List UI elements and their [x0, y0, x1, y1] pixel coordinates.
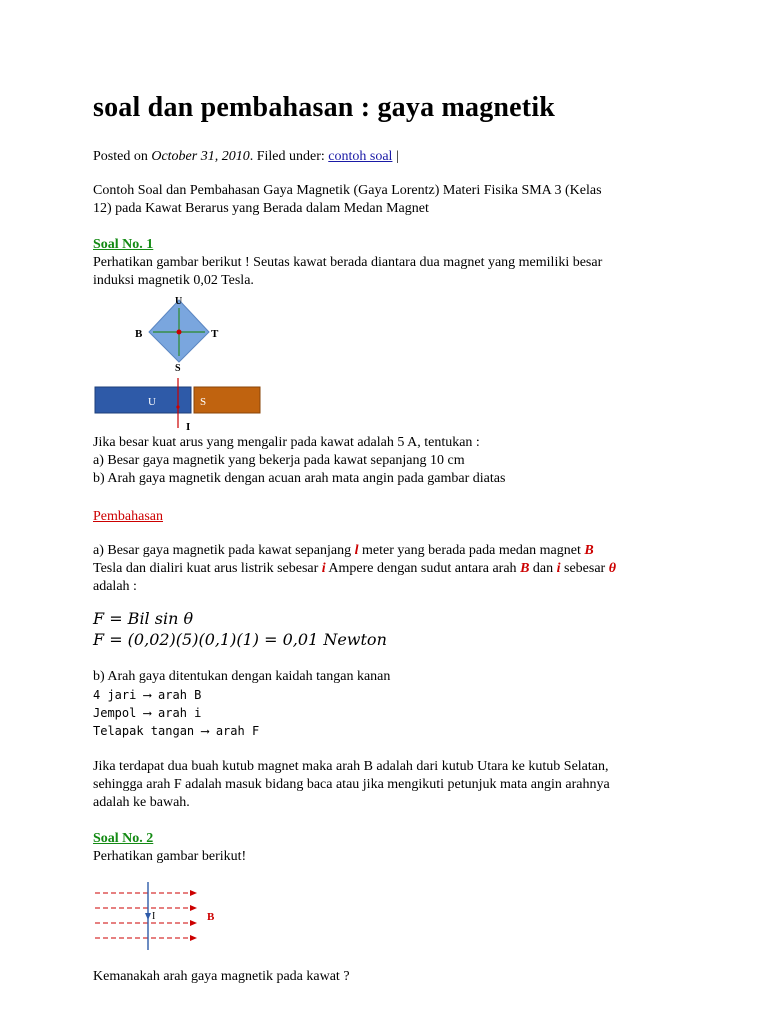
posted-on-label: Posted on: [93, 149, 148, 164]
symbol-l: l: [354, 543, 359, 558]
compass-east-label: T: [211, 328, 219, 340]
conclusion-line-2: sehingga arah F adalah masuk bidang baca atau jika mengikuti petunjuk mata angin arahnya: [93, 777, 610, 792]
field-arrow-1: [190, 890, 197, 896]
current-label: I: [186, 421, 191, 432]
wire-dot: [176, 405, 179, 408]
field-arrowheads: [190, 890, 197, 941]
pembahasan-a-line-2: [93, 560, 616, 578]
soal-2-heading: Soal No. 2: [93, 831, 154, 846]
conclusion-line-1: Jika terdapat dua buah kutub magnet maka arah B adalah dari kutub Utara ke kutub Selatan,: [93, 759, 609, 774]
soal-1-text-2: induksi magnetik 0,02 Tesla.: [93, 273, 254, 288]
pembahasan-b-line: b) Arah gaya ditentukan dengan kaidah tangan kanan: [93, 669, 391, 684]
figure-2-field: [93, 880, 233, 952]
symbol-i-2: i: [556, 561, 561, 576]
rule-3: Telapak tangan ⟶ arah F: [93, 724, 260, 738]
soal-1-question-1: Jika besar kuat arus yang mengalir pada kawat adalah 5 A, tentukan :: [93, 435, 480, 450]
meta-separator: |: [395, 149, 399, 164]
magnet-left: [95, 387, 191, 413]
compass-north-label: U: [175, 296, 183, 307]
pembahasan-a-text-1: a) Besar gaya magnetik pada kawat sepanjang: [93, 543, 355, 558]
symbol-theta: θ: [608, 561, 616, 576]
magnet-right-label: S: [200, 396, 207, 408]
soal-1-text-1: Perhatikan gambar berikut ! Seutas kawat berada diantara dua magnet yang memiliki besar: [93, 255, 603, 270]
figure-1-magnets: [93, 290, 273, 432]
pembahasan-heading: Pembahasan: [93, 509, 163, 524]
compass-center: [177, 330, 182, 335]
equation-2: F = (0,02)(5)(0,1)(1) = 0,01 Newton: [93, 630, 387, 649]
conclusion-line-3: adalah ke bawah.: [93, 795, 190, 810]
pembahasan-a-text-4: Ampere dengan sudut antara arah: [325, 561, 521, 576]
current-direction-arrow: [145, 913, 151, 920]
field-arrow-3: [190, 920, 197, 926]
category-link[interactable]: contoh soal: [328, 149, 393, 164]
compass-south-label: S: [175, 363, 181, 374]
pembahasan-a-sebesar: sebesar: [560, 561, 609, 576]
symbol-b: B: [584, 543, 594, 558]
pembahasan-a-text-2: meter yang berada pada medan magnet: [358, 543, 585, 558]
pembahasan-a-line-3: adalah :: [93, 579, 137, 594]
soal-2-question: Kemanakah arah gaya magnetik pada kawat ?: [93, 969, 350, 984]
rule-1: 4 jari ⟶ arah B: [93, 688, 202, 702]
soal-1-question-2: a) Besar gaya magnetik yang bekerja pada kawat sepanjang 10 cm: [93, 453, 465, 468]
page-title: soal dan pembahasan : gaya magnetik: [93, 92, 556, 123]
equation-1: F = Bil sin θ: [93, 609, 194, 628]
soal-2-text: Perhatikan gambar berikut!: [93, 849, 247, 864]
post-meta: [93, 148, 399, 166]
field-label: B: [207, 911, 215, 923]
field-lines: [95, 893, 191, 938]
soal-1-heading: Soal No. 1: [93, 237, 154, 252]
pembahasan-a-text-3: Tesla dan dialiri kuat arus listrik sebesar: [93, 561, 322, 576]
current-label-2: I: [152, 911, 156, 922]
filed-under-label: . Filed under:: [249, 149, 325, 164]
field-arrow-2: [190, 905, 197, 911]
pembahasan-a-dan: dan: [529, 561, 557, 576]
post-date: October 31, 2010: [151, 149, 250, 164]
soal-1-question-3: b) Arah gaya magnetik dengan acuan arah mata angin pada gambar diatas: [93, 471, 506, 486]
intro-line-2: 12) pada Kawat Berarus yang Berada dalam Medan Magnet: [93, 201, 429, 216]
symbol-i: i: [321, 561, 326, 576]
field-arrow-4: [190, 935, 197, 941]
symbol-b-2: B: [520, 561, 530, 576]
pembahasan-a-line-1: [93, 542, 594, 560]
magnet-left-label: U: [148, 396, 156, 408]
compass-west-label: B: [135, 328, 143, 340]
rule-2: Jempol ⟶ arah i: [93, 706, 202, 720]
intro-line-1: Contoh Soal dan Pembahasan Gaya Magnetik (Gaya Lorentz) Materi Fisika SMA 3 (Kelas: [93, 183, 602, 198]
